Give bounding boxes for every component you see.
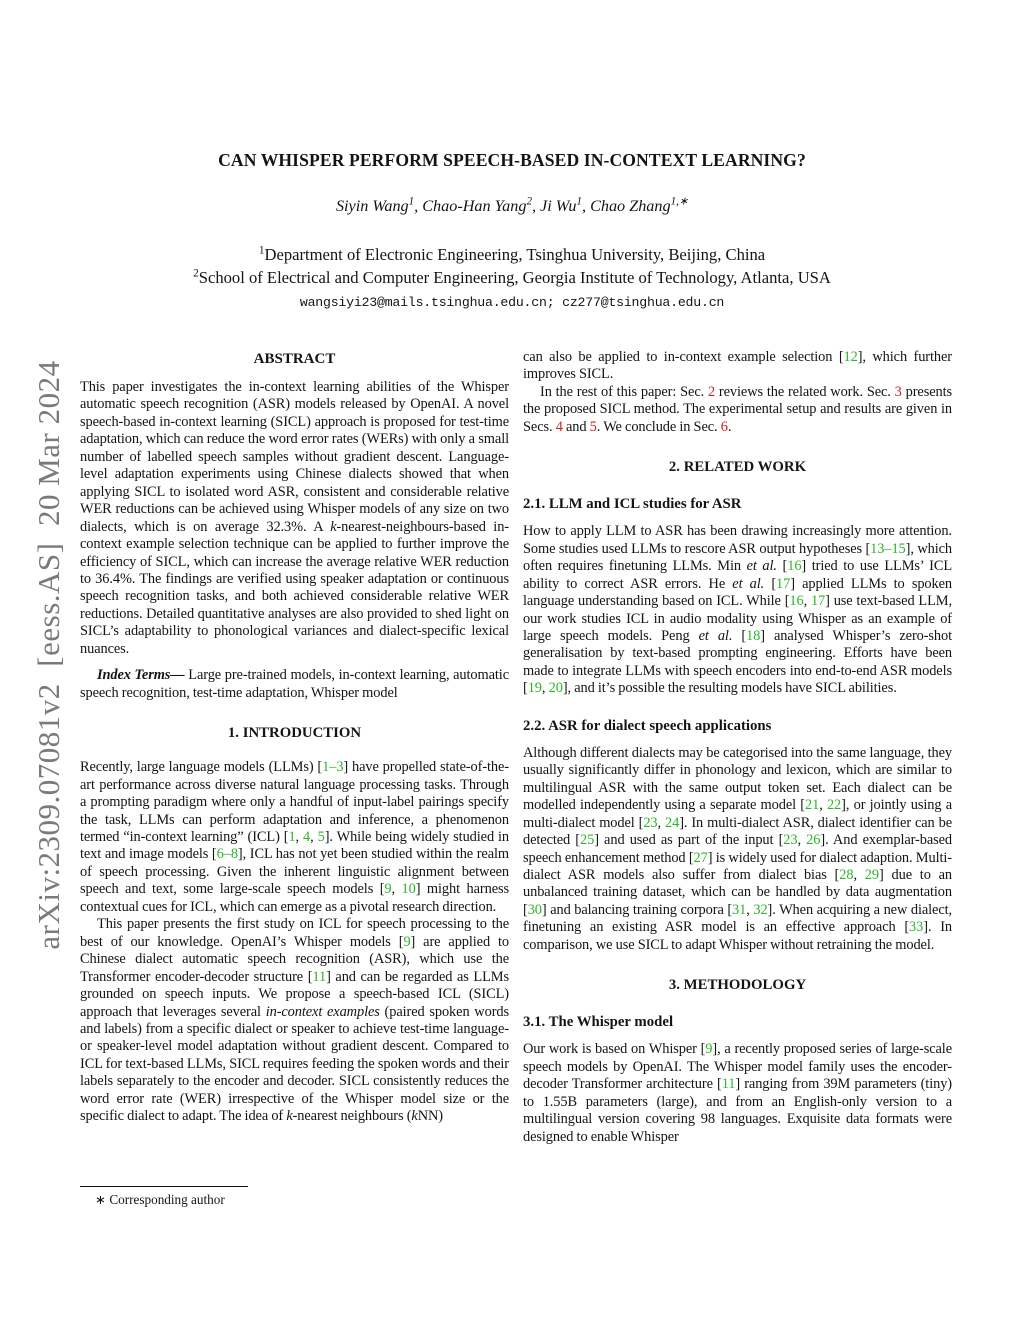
citation-link[interactable]: 1–3 bbox=[322, 759, 344, 776]
affiliations bbox=[0, 243, 1024, 289]
text-run: ] have propelled state-of-the-art performance across diverse natural language processing tasks. Through a prompting paradigm where only a handful of input-label pairings specify the task, LLMs can perform adaptation and inference, a phenomenon termed “in-context learning” (ICL) [ bbox=[80, 759, 510, 845]
subsection-heading-dialect-asr: 2.2. ASR for dialect speech applications bbox=[523, 717, 772, 734]
section-heading-related-work: 2. RELATED WORK bbox=[668, 459, 807, 476]
citation-link[interactable]: 16 bbox=[789, 593, 804, 610]
text-run: , bbox=[819, 797, 827, 814]
citation-link[interactable]: 31 bbox=[732, 901, 747, 918]
text-run: 1 bbox=[408, 195, 415, 208]
text-run: presents the proposed SICL method. The experimental setup and results are given in Secs. bbox=[523, 383, 952, 435]
text-run: et al. bbox=[732, 575, 765, 592]
citation-link[interactable]: 6–8 bbox=[216, 846, 238, 863]
citation-link[interactable]: 17 bbox=[810, 593, 826, 610]
text-run: , bbox=[541, 680, 549, 697]
text-run: . We conclude in Sec. bbox=[596, 418, 721, 435]
text-run: 1,∗ bbox=[670, 195, 689, 208]
subsection-heading-whisper-model: 3.1. The Whisper model bbox=[523, 1014, 674, 1031]
citation-link[interactable]: 12 bbox=[843, 349, 858, 365]
text-run: ] is widely used for dialect adaption. Multi-dialect ASR models also suffer from dialect bias [ bbox=[523, 849, 952, 883]
text-run: ]. In comparison, we use SICL to adapt Whisper without retraining the model. bbox=[523, 919, 952, 953]
paper-outline-paragraph bbox=[523, 384, 952, 436]
text-run: , Chao Zhang bbox=[581, 197, 671, 215]
text-run: , bbox=[746, 901, 754, 918]
text-run: 1 bbox=[576, 195, 582, 208]
text-run: , bbox=[657, 814, 665, 831]
text-run: , bbox=[295, 828, 304, 845]
text-run: ] might harness contextual cues for ICL, which can emerge as a pivotal research direction. bbox=[80, 881, 509, 915]
text-run: et al. bbox=[698, 627, 733, 644]
text-run: ], ICL has not yet been studied within the realm of speech processing. Given the inherent linguistic alignment between speech and text, some large-scale speech models [ bbox=[80, 846, 509, 898]
text-run: 1 bbox=[258, 244, 265, 257]
text-run: ] analysed Whisper’s zero-shot generalisation by text-based prompting engineering. Efforts have been made to integrate LLMs with speech encoders into end-to-end ASR models [ bbox=[523, 627, 953, 697]
section-heading-introduction: 1. INTRODUCTION bbox=[227, 725, 362, 742]
text-run: Although different dialects may be categorised into the same language, they usually significantly differ in phonology and lexicon, which are similar to multilingual ASR with the same output token set. Each dialect can be modelled independently using a separate model [ bbox=[523, 744, 952, 814]
section-heading-methodology: 3. METHODOLOGY bbox=[668, 977, 807, 994]
text-run: Recently, large language models (LLMs) [ bbox=[80, 759, 323, 776]
text-run: ] ranging from 39M parameters (tiny) to 1.55B parameters (large), and from an English-only version to a multilingual version covering 98 languages. Exquisite data formats were designed to enable Whisper bbox=[523, 1076, 952, 1145]
text-run: NN) bbox=[417, 1108, 443, 1125]
citation-link[interactable]: 33 bbox=[909, 919, 924, 936]
text-run: ] and used as part of the input [ bbox=[594, 832, 784, 849]
text-run: (paired spoken words and labels) from a specific dialect or speaker to achieve test-time language- or speaker-level model adaptation without gradient descent. Compared to ICL for text-based LLMs, SICL requires feeding the spoken words and their labels separately to the encoder and decoder. SICL consistently reduces the word error rate (WER) irrespective of the Whisper model size or the specific dialect to adapt. The idea of bbox=[80, 1003, 509, 1125]
text-run: , bbox=[853, 866, 865, 883]
section-ref-link[interactable]: 4 bbox=[555, 418, 563, 435]
citation-link[interactable]: 10 bbox=[401, 881, 416, 898]
text-run: 2 bbox=[193, 267, 199, 280]
text-run: ], which further improves SICL. bbox=[523, 349, 952, 383]
section-ref-link[interactable]: 2 bbox=[707, 383, 716, 400]
text-run: . bbox=[727, 418, 732, 435]
text-run: and bbox=[562, 418, 590, 435]
text-run: , bbox=[803, 593, 811, 610]
continuation-paragraph bbox=[523, 349, 952, 384]
citation-link[interactable]: 26 bbox=[806, 832, 821, 849]
citation-link[interactable]: 20 bbox=[548, 680, 563, 697]
citation-link[interactable]: 9 bbox=[403, 933, 411, 950]
whisper-model-paragraph bbox=[523, 1041, 952, 1146]
text-run: ]. In multi-dialect ASR, dialect identifier can be detected [ bbox=[523, 814, 952, 849]
section-ref-link[interactable]: 5 bbox=[589, 418, 597, 435]
text-run: ]. While being widely studied in text and image models [ bbox=[80, 828, 510, 863]
footnote bbox=[80, 1186, 509, 1208]
left-column bbox=[80, 349, 509, 1146]
text-run: School of Electrical and Computer Engineering, Georgia Institute of Technology, Atlanta, USA bbox=[198, 268, 831, 287]
abstract-heading: ABSTRACT bbox=[253, 351, 336, 367]
text-run: ] use text-based LLM, our work studies ICL in audio modality using Whisper as an example of large speech models. Peng bbox=[523, 593, 952, 644]
text-run: ], or jointly using a multi-dialect model [ bbox=[523, 797, 953, 831]
related-llm-icl-paragraph bbox=[523, 523, 952, 698]
citation-link[interactable]: 4 bbox=[303, 828, 311, 845]
text-run: ] and balancing training corpora [ bbox=[541, 901, 733, 918]
text-run: Department of Electronic Engineering, Tsinghua University, Beijing, China bbox=[264, 245, 766, 264]
text-run: 2 bbox=[526, 195, 532, 208]
text-run: , Chao-Han Yang bbox=[414, 197, 527, 215]
text-run: Our work is based on Whisper [ bbox=[523, 1041, 706, 1058]
text-run: k bbox=[330, 518, 337, 535]
two-column-body bbox=[80, 349, 952, 1146]
text-run: , bbox=[797, 832, 807, 849]
citation-link[interactable]: 18 bbox=[746, 627, 761, 644]
affiliation-1 bbox=[0, 243, 1024, 266]
text-run: This paper investigates the in-context learning abilities of the Whisper automatic speech recognition (ASR) models released by OpenAI. A novel speech-based in-context learning (SICL) approach is proposed for test-time adaptation, which can reduce the word error rates (WERs) with only a small number of labelled speech samples without gradient descent. Language-level adaptation experiments using Chinese dialects showed that when applying SICL to isolated word ASR, consistent and considerable relative WER reductions can be achieved using Whisper models of any size on two dialects, which is on average 32.3%. A bbox=[80, 379, 509, 535]
arxiv-watermark: arXiv:2309.07081v2 [eess.AS] 20 Mar 2024 bbox=[31, 360, 66, 950]
footnote-text: ∗ Corresponding author bbox=[95, 1192, 225, 1207]
affiliation-2 bbox=[0, 266, 1024, 289]
citation-link[interactable]: 27 bbox=[693, 849, 708, 866]
authors-line bbox=[0, 197, 1024, 216]
citation-link[interactable]: 29 bbox=[864, 866, 879, 883]
text-run: ]. And exemplar-based speech enhancement method [ bbox=[523, 832, 952, 866]
citation-link[interactable]: 32 bbox=[753, 901, 768, 918]
text-run: , bbox=[310, 828, 318, 845]
footnote-rule bbox=[80, 1186, 248, 1187]
text-run: ] due to an unbalanced training dataset, which can be handled by data augmentation [ bbox=[523, 866, 953, 918]
citation-link[interactable]: 9 bbox=[705, 1041, 713, 1058]
index-terms bbox=[80, 667, 509, 702]
text-run: Siyin Wang bbox=[335, 197, 409, 215]
citation-link[interactable]: 16 bbox=[787, 558, 802, 575]
subsection-heading-llm-icl-asr: 2.1. LLM and ICL studies for ASR bbox=[523, 496, 742, 513]
citation-link[interactable]: 17 bbox=[776, 575, 791, 592]
text-run: Index Terms— bbox=[97, 667, 189, 684]
text-run: can also be applied to in-context example selection [ bbox=[523, 349, 844, 365]
citation-link[interactable]: 5 bbox=[317, 828, 325, 845]
citation-link[interactable]: 28 bbox=[839, 866, 854, 883]
text-run: ] tried to use LLMs’ ICL ability to correct ASR errors. He bbox=[523, 558, 953, 592]
text-run: This paper presents the first study on ICL for speech processing to the best of our knowledge. OpenAI’s Whisper models [ bbox=[80, 916, 509, 950]
text-run: in-context examples bbox=[265, 1003, 380, 1020]
text-run: , bbox=[391, 881, 402, 898]
text-run: In the rest of this paper: Sec. bbox=[540, 383, 708, 400]
text-run: ] and can be regarded as LLMs grounded on speech inputs. We propose a speech-based ICL (SICL) approach that leverages several bbox=[80, 968, 509, 1020]
citation-link[interactable]: 11 bbox=[312, 968, 327, 985]
citation-link[interactable]: 23 bbox=[783, 832, 798, 849]
citation-link[interactable]: 1 bbox=[288, 828, 296, 845]
citation-link[interactable]: 11 bbox=[721, 1076, 736, 1093]
abstract-body bbox=[80, 379, 509, 658]
citation-link[interactable]: 24 bbox=[665, 814, 680, 831]
text-run: [ bbox=[776, 558, 788, 575]
text-run: -nearest neighbours ( bbox=[292, 1108, 412, 1125]
text-run: [ bbox=[764, 575, 777, 592]
text-run: Large pre-trained models, in-context learning, automatic speech recognition, test-time adaptation, Whisper model bbox=[80, 667, 509, 701]
citation-link[interactable]: 9 bbox=[384, 881, 392, 898]
citation-link[interactable]: 22 bbox=[826, 797, 842, 814]
citation-link[interactable]: 30 bbox=[527, 901, 542, 918]
citation-link[interactable]: 23 bbox=[643, 814, 658, 831]
text-run: et al. bbox=[746, 558, 777, 575]
email-line: wangsiyi23@mails.tsinghua.edu.cn; cz277@tsinghua.edu.cn bbox=[299, 295, 725, 310]
text-run: ] are applied to Chinese dialect automatic speech recognition (ASR), which use the Transformer encoder-decoder structure [ bbox=[80, 933, 509, 985]
text-run: k bbox=[411, 1108, 418, 1125]
citation-link[interactable]: 21 bbox=[804, 797, 820, 814]
citation-link[interactable]: 13–15 bbox=[870, 540, 906, 557]
text-run: [ bbox=[732, 627, 747, 644]
text-run: ] applied LLMs to spoken language understanding based on ICL. While [ bbox=[523, 575, 952, 610]
related-dialect-paragraph bbox=[523, 745, 952, 954]
intro-paragraph-2 bbox=[80, 916, 509, 1125]
text-run: , Ji Wu bbox=[531, 197, 577, 215]
text-run: How to apply LLM to ASR has been drawing increasingly more attention. Some studies used LLMs to rescore ASR output hypotheses [ bbox=[523, 523, 952, 557]
text-run: k bbox=[286, 1108, 293, 1125]
text-run: ], which often requires finetuning LLMs. Min bbox=[523, 540, 953, 575]
section-ref-link[interactable]: 6 bbox=[720, 418, 728, 435]
citation-link[interactable]: 19 bbox=[527, 680, 542, 697]
citation-link[interactable]: 25 bbox=[580, 832, 595, 849]
text-run: ], and it’s possible the resulting models have SICL abilities. bbox=[562, 680, 897, 697]
text-run: -nearest-neighbours-based in-context example selection technique can be applied to further improve the efficiency of SICL, which can increase the average relative WER reduction to 36.4%. The findings are verified using speaker adaptation or continuous speech recognition tasks, and both achieved considerable relative WER reductions. Detailed quantitative analyses are also provided to shed light on SICL’s adaptability to phonological variances and dialect-specific lexical nuances. bbox=[80, 518, 509, 657]
text-run: ], a recently proposed series of large-scale speech models by OpenAI. The Whisper model family uses the encoder-decoder Transformer architecture [ bbox=[523, 1041, 952, 1093]
right-column bbox=[523, 349, 952, 1146]
section-ref-link[interactable]: 3 bbox=[894, 383, 902, 400]
paper-header bbox=[0, 150, 1024, 310]
text-run: reviews the related work. Sec. bbox=[715, 383, 895, 400]
text-run: ]. When acquiring a new dialect, finetuning an existing ASR model is an effective approach [ bbox=[523, 901, 952, 936]
intro-paragraph-1 bbox=[80, 759, 509, 916]
paper-title: CAN WHISPER PERFORM SPEECH-BASED IN-CONTEXT LEARNING? bbox=[218, 150, 806, 170]
